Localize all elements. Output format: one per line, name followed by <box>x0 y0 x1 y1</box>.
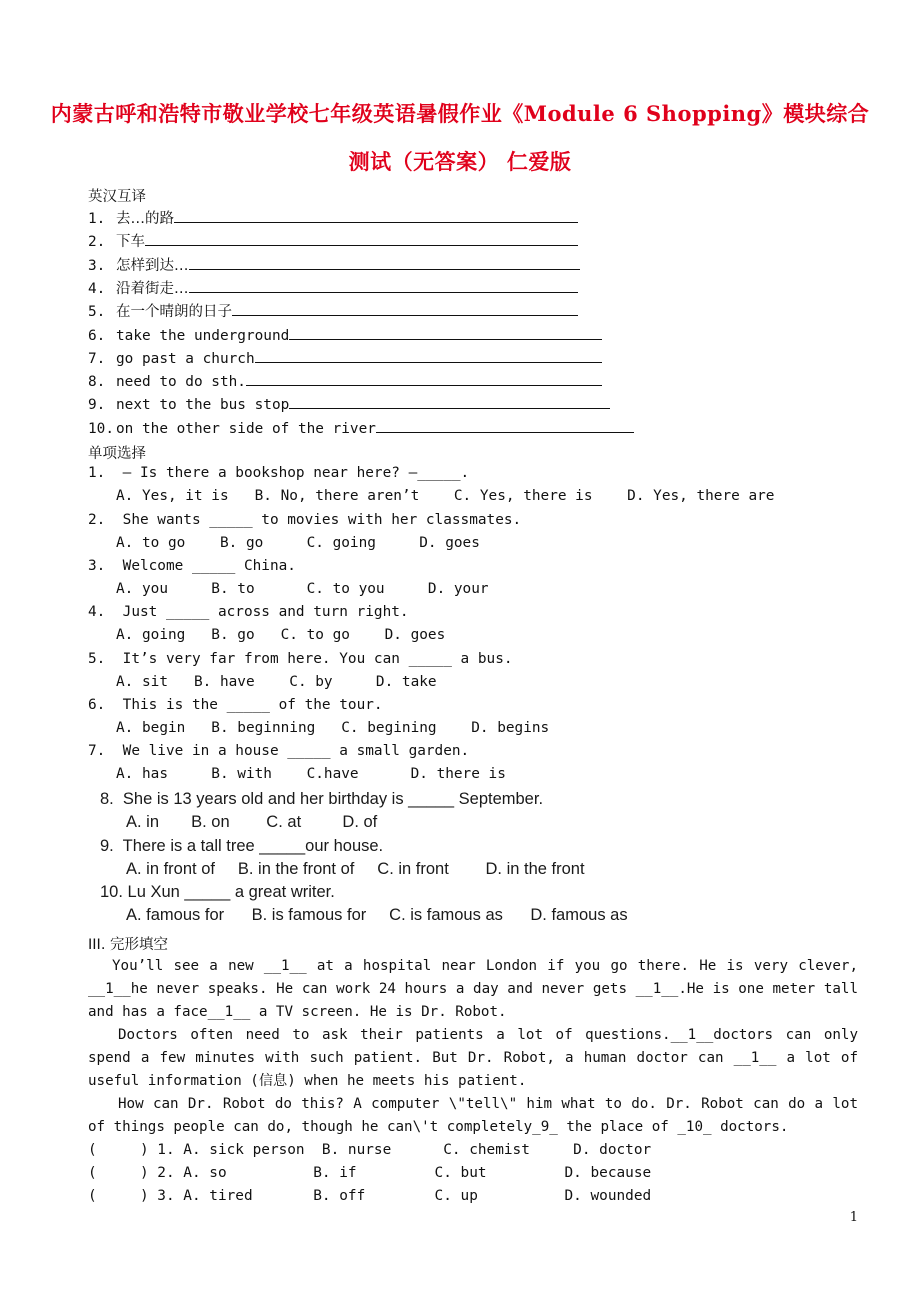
item-text: 下车 <box>116 234 145 251</box>
question-stem: 10. Lu Xun _____ a great writer. <box>100 883 335 901</box>
question-options: A. going B. go C. to go D. goes <box>116 627 446 643</box>
cloze-passage <box>88 955 858 1139</box>
page-number: 1 <box>849 1210 858 1225</box>
item-text: take the underground <box>116 327 290 344</box>
translation-item <box>88 231 578 251</box>
question-stem: 9. There is a tall tree _____our house. <box>100 837 384 855</box>
translation-item <box>88 325 602 345</box>
cloze-paragraph: How can Dr. Robot do this? A computer \"tell\" him what to do. Dr. Robot can do a lot of things people can do, though he can\'t completely_9_ the place of _10_ doctors. <box>88 1096 858 1135</box>
item-number: 9. <box>88 397 106 414</box>
translation-item <box>88 278 578 298</box>
question-stem: 3. Welcome _____ China. <box>88 558 296 574</box>
cloze-choice-row: ( ) 3. A. tired B. off C. up D. wounded <box>88 1188 652 1204</box>
answer-blank[interactable] <box>289 325 602 340</box>
cloze-paragraph: You’ll see a new __1__ at a hospital near London if you go there. He is very clever, __1__he never speaks. He can work 24 hours a day and never gets __1__.He is one meter tall and has a face__1__ a TV screen. He is Dr. Robot. <box>88 958 858 1020</box>
section-heading-single-choice: 单项选择 <box>88 446 146 462</box>
question-options: A. famous for B. is famous for C. is famous as D. famous as <box>126 906 628 924</box>
question-stem: 7. We live in a house _____ a small garden. <box>88 743 470 759</box>
question-stem: 8. She is 13 years old and her birthday is _____ September. <box>100 790 544 808</box>
question-options: A. has B. with C.have D. there is <box>116 766 506 782</box>
cloze-choice-row: ( ) 2. A. so B. if C. but D. because <box>88 1165 652 1181</box>
question-options: A. you B. to C. to you D. your <box>116 581 489 597</box>
document-title-line-1: 内蒙古呼和浩特市敬业学校七年级英语暑假作业《Module 6 Shopping》模块综合 <box>50 101 870 126</box>
answer-blank[interactable] <box>189 278 579 293</box>
item-text: go past a church <box>116 350 255 367</box>
item-text: need to do sth. <box>116 374 246 391</box>
translation-item <box>88 208 578 228</box>
question-options: A. begin B. beginning C. begining D. begins <box>116 720 550 736</box>
cloze-choice-row: ( ) 1. A. sick person B. nurse C. chemist D. doctor <box>88 1142 652 1158</box>
item-number: 4. <box>88 280 106 297</box>
item-number: 5. <box>88 304 106 321</box>
item-text: next to the bus stop <box>116 397 290 414</box>
item-number: 10. <box>88 420 114 437</box>
answer-blank[interactable] <box>174 208 578 223</box>
answer-blank[interactable] <box>232 301 578 316</box>
item-number: 6. <box>88 327 106 344</box>
answer-blank[interactable] <box>376 418 634 433</box>
question-options: A. sit B. have C. by D. take <box>116 674 437 690</box>
question-stem: 5. It’s very far from here. You can _____ a bus. <box>88 651 513 667</box>
question-stem: 1. – Is there a bookshop near here? –_____. <box>88 465 470 481</box>
answer-blank[interactable] <box>189 255 581 270</box>
answer-blank[interactable] <box>145 231 578 246</box>
item-number: 8. <box>88 374 106 391</box>
question-stem: 4. Just _____ across and turn right. <box>88 604 409 620</box>
answer-blank[interactable] <box>289 394 610 409</box>
item-number: 3. <box>88 257 106 274</box>
question-stem: 6. This is the _____ of the tour. <box>88 697 383 713</box>
item-number: 2. <box>88 234 106 251</box>
item-text: 沿着街走… <box>116 280 189 297</box>
question-options: A. in front of B. in the front of C. in front D. in the front <box>126 860 585 878</box>
answer-blank[interactable] <box>255 348 602 363</box>
translation-item <box>88 371 602 391</box>
translation-item <box>88 301 578 321</box>
section-heading-translation: 英汉互译 <box>88 189 146 205</box>
translation-item <box>88 348 602 368</box>
translation-item <box>88 394 610 414</box>
question-stem: 2. She wants _____ to movies with her classmates. <box>88 512 522 528</box>
item-text: 去…的路 <box>116 211 174 227</box>
document-title-line-2: 测试（无答案） 仁爱版 <box>348 149 572 174</box>
item-text: 怎样到达… <box>116 257 189 274</box>
question-options: A. Yes, it is B. No, there aren’t C. Yes, there is D. Yes, there are <box>116 488 775 504</box>
item-number: 7. <box>88 350 106 367</box>
answer-blank[interactable] <box>246 371 602 386</box>
question-options: A. in B. on C. at D. of <box>126 813 378 831</box>
item-text: 在一个晴朗的日子 <box>116 304 232 321</box>
translation-item <box>88 255 580 275</box>
section-heading-cloze: III. 完形填空 <box>88 937 169 953</box>
item-text: on the other side of the river <box>116 420 376 437</box>
question-options: A. to go B. go C. going D. goes <box>116 535 480 551</box>
cloze-paragraph: Doctors often need to ask their patients a lot of questions.__1__doctors can only spend a few minutes with such patient. But Dr. Robot, a human doctor can __1__ a lot of useful information (信息) when he meets his patient. <box>88 1027 858 1089</box>
item-number: 1. <box>88 211 106 227</box>
translation-item <box>88 418 634 438</box>
